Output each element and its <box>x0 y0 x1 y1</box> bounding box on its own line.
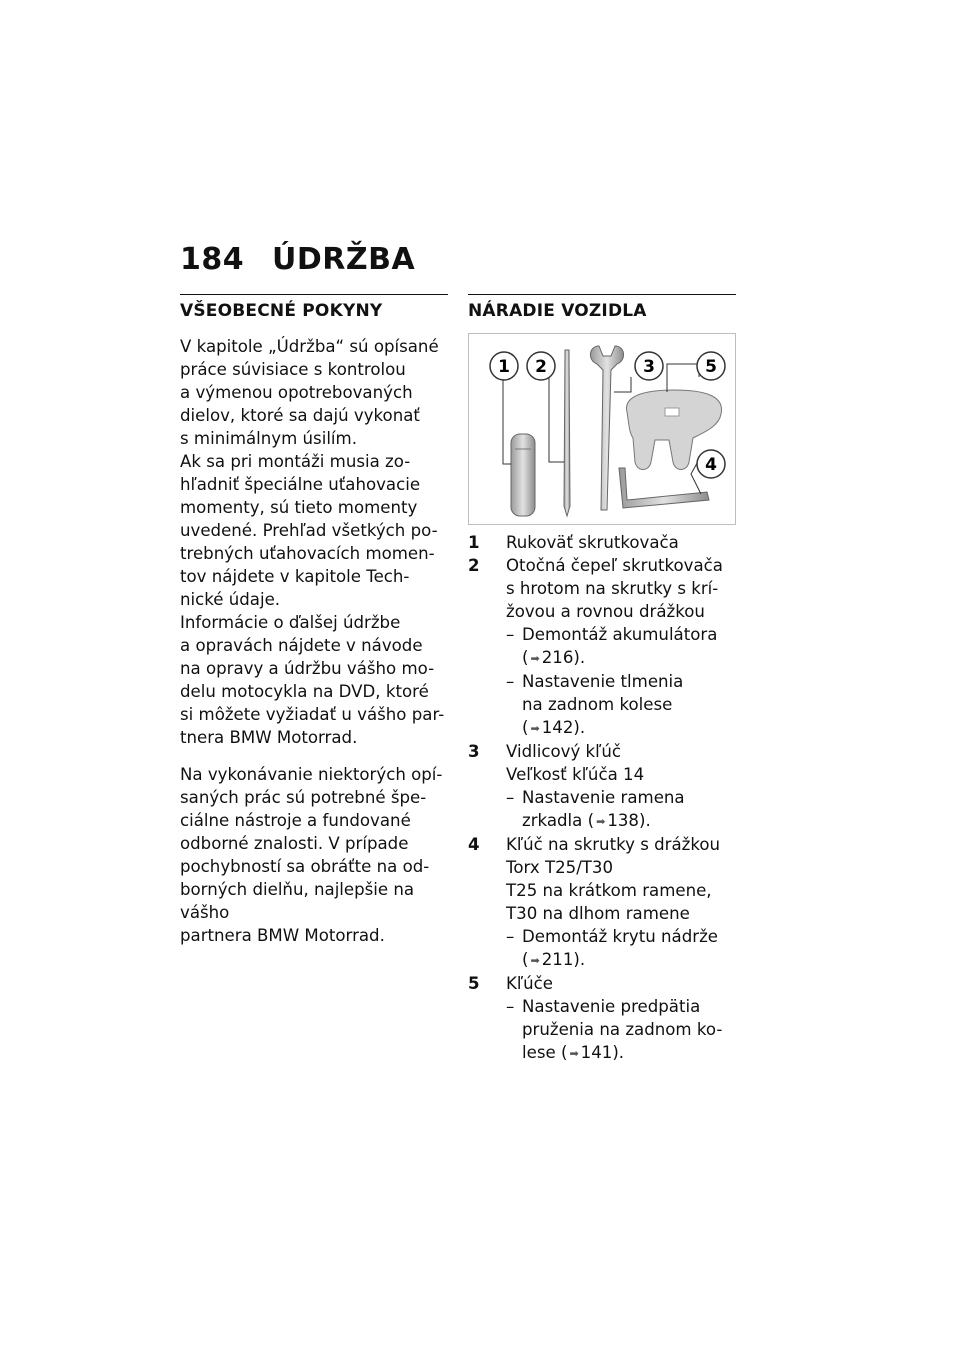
callout-5 <box>697 352 725 380</box>
callout-4 <box>697 450 725 478</box>
callout-1 <box>490 352 518 380</box>
tool-kit-figure <box>468 333 736 525</box>
list-item <box>468 972 736 1065</box>
item-text: Kľúče <box>506 974 553 993</box>
paragraph-intro: V kapitole „Údržba“ sú opísané práce súvisiace s kontrolou a výmenou opotrebovaných dielov, ktoré sa dajú vykonať s minimálnym úsilím. Ak sa pri montáži musia zo- hľadniť špeciálne uťahovacie momenty, sú tieto momenty uvedené. Prehľad všetkých po- trebných uťahovacích momen- tov nájdete v kapitole Tech- nické údaje. Informácie o ďalšej údržbe a opravách nájdete v návode na opravy a údržbu vášho mo- delu motocykla na DVD, ktoré si môžete vyžiadať u vášho par- tnera BMW Motorrad. <box>180 337 445 747</box>
item-text: Vidlicový kľúč Veľkosť kľúča 14 <box>506 742 645 784</box>
list-item <box>468 554 736 740</box>
svg-text:1: 1 <box>498 357 510 377</box>
callout-2 <box>527 352 555 380</box>
item-number: 2 <box>468 556 480 575</box>
sub-item: – Demontáž krytu nádrže ( ➡ 211). <box>506 925 736 972</box>
right-column <box>468 294 736 1065</box>
sub-item: – Nastavenie tlmenia na zadnom kolese ( ➡ 142). <box>506 670 736 740</box>
item-text: Kľúč na skrutky s drážkou Torx T25/T30 T25 na krátkom ramene, T30 na dlhom ramene <box>506 835 721 923</box>
section-rule <box>468 294 736 295</box>
item-number: 4 <box>468 835 480 854</box>
screwdriver-handle-shape <box>511 434 535 516</box>
page-reference[interactable]: ( ➡ 216). <box>522 648 585 667</box>
tool-list <box>468 531 736 1065</box>
arrow-right-icon: ➡ <box>569 1047 579 1060</box>
item-text: Rukoväť skrutkovača <box>506 533 679 552</box>
torx-key-shape <box>619 468 709 508</box>
item-number: 3 <box>468 742 480 761</box>
page-reference[interactable]: ( ➡ 138). <box>588 811 651 830</box>
page-reference[interactable]: ( ➡ 141). <box>561 1043 624 1062</box>
sub-item: – Nastavenie ramena zrkadla ( ➡ 138). <box>506 786 736 833</box>
section-rule <box>180 294 448 295</box>
item-text: Otočná čepeľ skrutkovača s hrotom na skrutky s krí- žovou a rovnou drážkou <box>506 556 723 621</box>
arrow-right-icon: ➡ <box>530 954 540 967</box>
svg-text:3: 3 <box>643 357 655 377</box>
arrow-right-icon: ➡ <box>530 722 540 735</box>
item-number: 5 <box>468 974 480 993</box>
list-item <box>468 833 736 972</box>
left-column <box>180 294 448 947</box>
list-item <box>468 740 736 833</box>
section-title-general: VŠEOBECNÉ POKYNY <box>180 301 383 321</box>
callout-3 <box>635 352 663 380</box>
sub-item: – Nastavenie predpätia pruženia na zadnom ko- lese ( ➡ 141). <box>506 995 736 1065</box>
svg-text:5: 5 <box>705 357 717 377</box>
svg-text:4: 4 <box>705 455 717 475</box>
tool-kit-illustration <box>469 334 735 524</box>
chapter-title: ÚDRŽBA <box>272 242 416 277</box>
svg-text:2: 2 <box>535 357 547 377</box>
arrow-right-icon: ➡ <box>530 652 540 665</box>
sub-item: – Demontáž akumulátora ( ➡ 216). <box>506 623 736 670</box>
wrench-shape <box>590 346 623 510</box>
page-number: 184 <box>180 242 245 277</box>
list-item <box>468 531 736 554</box>
page-reference[interactable]: ( ➡ 211). <box>522 950 585 969</box>
section-title-tools: NÁRADIE VOZIDLA <box>468 301 647 321</box>
arrow-right-icon: ➡ <box>596 815 606 828</box>
page-header <box>180 242 415 277</box>
page-reference[interactable]: ( ➡ 142). <box>522 718 585 737</box>
screwdriver-blade-shape <box>564 350 570 516</box>
item-number: 1 <box>468 533 480 552</box>
paragraph-special-tools: Na vykonávanie niektorých opí- saných prác sú potrebné špe- ciálne nástroje a fundované odborné znalosti. V prípade pochybností sa obráťte na od- borných dielňu, najlepšie na vášho partnera BMW Motorrad. <box>180 765 443 945</box>
